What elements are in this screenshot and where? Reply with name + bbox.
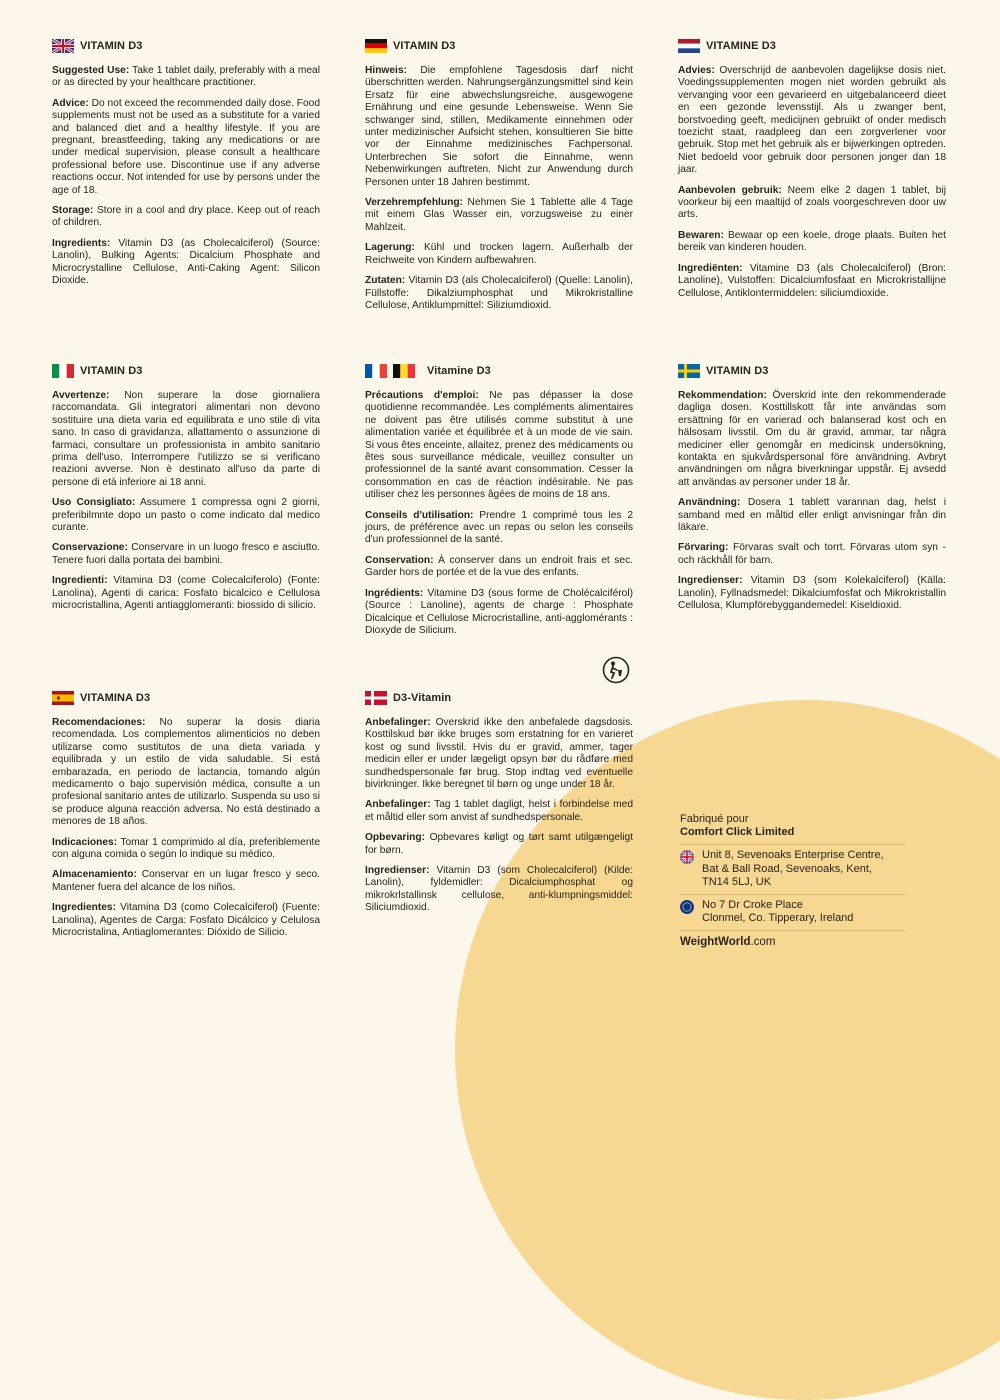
paragraph: Opbevaring: Opbevares køligt og tørt samt utilgængeligt for børn. (365, 832, 633, 856)
paragraph: Conservazione: Conservare in un luogo fresco e asciutto. Tenere fuori dalla portata dei bambini. (52, 542, 320, 566)
paragraph: Advies: Overschrijd de aanbevolen dagelijkse dosis niet. Voedingssupplementen mogen niet worden gebruikt als vervanging voor een gevarieerd en uitgebalanceerd dieet en een gezonde levensstijl. Als u zwanger bent, borstvoeding geeft, medicijnen gebruikt of onder medisch toezicht staat, raadpleeg dan een zorgverlener voor gebruik. Stop met het gebruik als er bijwerkingen optreden. Niet bedoeld voor gebruik door personen jonger dan 18 jaar. (678, 65, 946, 176)
uk-flag-icon (52, 39, 74, 53)
section-english (52, 38, 320, 296)
belgium-flag-icon (393, 364, 415, 378)
paragraph: Suggested Use: Take 1 tablet daily, preferably with a meal or as directed by your healthcare practitioner. (52, 65, 320, 89)
paragraph: Zutaten: Vitamin D3 (als Cholecalciferol) (Quelle: Lanolin), Füllstoffe: Dikalziumphosphat und Mikrokristalline Cellulose, Antiklumpmittel: Siliziumdioxid. (365, 275, 633, 311)
paragraph: Recomendaciones: No superar la dosis diaria recomendada. Los complementos alimenticios no deben utilizarse como sustitutos de una dieta variada y equilibrada y un estilo de vida saludable. Si está embarazada, en periodo de lactancia, tomando algún medicamento o bajo supervisión médica, consulte a un profesional sanitario antes de utilizarlo. Suspenda su uso si se produce alguna reacción adversa. No está destinado a menores de 18 años. (52, 717, 320, 828)
denmark-flag-icon (365, 691, 387, 705)
paragraph: Ingredienser: Vitamin D3 (som Kolekalciferol) (Källa: Lanolin), Fyllnadsmedel: Dikalciumfosfat och Mikrokristallin Cellulosa, Klumpförebyggandemedel: Kiseldioxid. (678, 575, 946, 612)
section-title: VITAMINE D3 (706, 40, 776, 52)
section-french (365, 363, 633, 645)
paragraph: Storage: Store in a cool and dry place. Keep out of reach of children. (52, 205, 320, 229)
germany-flag-icon (365, 39, 387, 53)
uk-flag-icon (680, 850, 694, 864)
section-danish (365, 690, 633, 923)
paragraph: Conseils d'utilisation: Prendre 1 comprimé tous les 2 jours, de préférence avec un repas ou selon les conseils d'un professionnel de la santé. (365, 509, 633, 546)
section-dutch (678, 38, 946, 308)
section-swedish (678, 363, 946, 621)
italy-flag-icon (52, 364, 74, 378)
manufacturer-label: Fabriqué pour (680, 813, 749, 825)
paragraph: Advice: Do not exceed the recommended daily dose. Food supplements must not be used as a substitute for a varied and balanced diet and a healthy lifestyle. If you are pregnant, breastfeeding, taking any medications or are under medical supervision, please consult a healthcare professional before use. Discontinue use if any adverse reactions occur. Not intended for use by persons under the age of 18. (52, 97, 320, 196)
paragraph: Avvertenze: Non superare la dose giornaliera raccomandata. Gli integratori alimentari non devono sostituire una dieta varia ed equilibrata e uno stile di vita sano. In caso di gravidanza, allattamento o assunzione di farmaci, consultare un professionista in ambito sanitario prima dell'uso. Interrompere l'utilizzo se si verificano reazioni avverse. Non è destinato all'uso da parte di persone di età inferiore ai 18 anni. (52, 390, 320, 488)
eu-address-row (680, 894, 905, 930)
section-title: Vitamine D3 (427, 365, 491, 377)
paragraph: Anbefalinger: Overskrid ikke den anbefalede dagsdosis. Kosttilskud bør ikke bruges som erstatning for en varieret kost og sund livsstil. Hvis du er gravid, ammer, tager medicin eller er under lægeligt opsyn bør du rådføre med sundhedspersonale før brug. Stop indtag ved eventuelle bivirkninger. Ikke beregnet til børn og unge under 18 år. (365, 717, 633, 791)
paragraph: Uso Consigliato: Assumere 1 compressa ogni 2 giorni, preferibilmnte dopo un pasto o come indicato dal medico curante. (52, 497, 320, 534)
paragraph: Anbefalinger: Tag 1 tablet dagligt, helst i forbindelse med et måltid eller som anvist af sundhedspersonale. (365, 799, 633, 823)
section-german (365, 38, 633, 320)
uk-address: Unit 8, Sevenoaks Enterprise Centre, Bat & Ball Road, Sevenoaks, Kent, TN14 5LJ, UK (702, 849, 884, 888)
paragraph: Précautions d'emploi: Ne pas dépasser la dose quotidienne recommandée. Les compléments alimentaires ne doivent pas être utilisés comme substitut à une alimentation variée et équilibrée et à un mode de vie sain. Si vous êtes enceinte, allaitez, prenez des médicaments ou êtes sous surveillance médicale, veuillez consulter un professionnel de la santé avant consommation. Cesser la consommation en cas de réaction indésirable. Ne pas utiliser chez les personnes âgées de moins de 18 ans. (365, 390, 634, 501)
section-title: VITAMIN D3 (706, 365, 769, 377)
tidyman-recycle-icon (602, 656, 630, 684)
paragraph: Conservation: À conserver dans un endroit frais et sec. Garder hors de portée et de la vue des enfants. (365, 554, 633, 579)
paragraph: Hinweis: Die empfohlene Tagesdosis darf nicht überschritten werden. Nahrungsergänzungsmittel sind kein Ersatz für eine abwechslungsreiche, ausgewogene Ernährung und eine gesunde Lebensweise. Wenn Sie schwanger sind, stillen, Medikamente einnehmen oder unter medizinischer Aufsicht stehen, konsultieren Sie bitte vor der Einnahme medizinisches Fachpersonal. Unterbrechen Sie sofort die Einnahme, wenn Nebenwirkungen auftreten. Nicht zur Anwendung durch Personen unter 18 Jahren bestimmt. (365, 65, 633, 188)
paragraph: Aanbevolen gebruik: Neem elke 2 dagen 1 tablet, bij voorkeur bij een maaltijd of zoals voorgeschreven door uw arts. (678, 184, 946, 221)
section-spanish (52, 690, 320, 948)
paragraph: Bewaren: Bewaar op een koele, droge plaats. Buiten het bereik van kinderen houden. (678, 229, 946, 254)
netherlands-flag-icon (678, 39, 700, 53)
section-title: VITAMIN D3 (393, 40, 456, 52)
paragraph: Ingredienti: Vitamina D3 (come Colecalciferolo) (Fonte: Lanolina), Agenti di carica: Fosfato bicalcico e Cellulosa microcristallina, Agenti antiagglomeranti: biossido di silicio. (52, 575, 320, 612)
manufacturer-block (680, 813, 905, 948)
paragraph: Almacenamiento: Conservar en un lugar fresco y seco. Mantener fuera del alcance de los niños. (52, 869, 320, 893)
section-italian (52, 363, 320, 621)
paragraph: Rekommendation: Överskrid inte den rekommenderade dagliga dosen. Kosttillskott får inte användas som ersättning för en varierad och balanserad kost och en hälsosam livsstil. Om du är gravid, ammar, tar några mediciner eller genomgår en medicinsk undersökning, kontakta en sjukvårdspersonal före användning. Avbryt användningen om några biverkningar uppstår. Ej avsedd att användas av personer under 18 år. (678, 390, 946, 488)
eu-flag-icon (680, 900, 694, 914)
france-flag-icon (365, 364, 387, 378)
paragraph: Lagerung: Kühl und trocken lagern. Außerhalb der Reichweite von Kindern aufbewahren. (365, 242, 633, 266)
sweden-flag-icon (678, 364, 700, 378)
paragraph: Användning: Dosera 1 tablett varannan dag, helst i samband med en måltid eller enligt anvisningar från din läkare. (678, 497, 946, 534)
manufacturer-company: Comfort Click Limited (680, 826, 795, 838)
spain-flag-icon (52, 691, 74, 705)
section-title: VITAMINA D3 (80, 692, 151, 704)
paragraph: Ingredients: Vitamin D3 (as Cholecalciferol) (Source: Lanolin), Bulking Agents: Dicalcium Phosphate and Microcrystalline Cellulose, Anti-Caking Agent: Silicon Dioxide. (52, 237, 320, 287)
paragraph: Ingredientes: Vitamina D3 (como Colecalciferol) (Fuente: Lanolina), Agentes de Carga: Fosfato Dicálcico y Celulosa Microcristalina, Antiaglomerantes: Dióxido de Silicio. (52, 902, 320, 939)
section-title: VITAMIN D3 (80, 365, 143, 377)
paragraph: Indicaciones: Tomar 1 comprimido al día, preferiblemente con alguna comida o según lo indique su médico. (52, 836, 320, 861)
section-title: VITAMIN D3 (80, 40, 143, 52)
paragraph: Förvaring: Förvaras svalt och torrt. Förvaras utom syn - och räckhåll för barn. (678, 542, 946, 566)
paragraph: Ingredienser: Vitamin D3 (som Cholecalciferol) (Kilde: Lanolin), fyldemidler: Dicalciumphosphat og mikrokrlstallinsk cellulose, anti-klumpningsmiddel: Siliciumdioxid. (365, 865, 633, 914)
eu-address: No 7 Dr Croke Place Clonmel, Co. Tipperary, Ireland (702, 898, 854, 924)
uk-address-row (680, 844, 905, 894)
paragraph: Verzehrempfehlung: Nehmen Sie 1 Tablette alle 4 Tage mit einem Glas Wasser ein, vorzugsweise zu einer Mahlzeit. (365, 197, 633, 233)
paragraph: Ingrediënten: Vitamine D3 (als Cholecalciferol) (Bron: Lanoline), Vulstoffen: Dicalciumfosfaat en Microkristallijne Cellulose, Antiklontermiddelen: siliciumdioxide. (678, 262, 946, 299)
paragraph: Ingrédients: Vitamine D3 (sous forme de Cholécalciférol) (Source : Lanoline), agents de charge : Phosphate Dicalcique et Cellulose Microcristalline, anti-agglomérants : Dioxyde de Silicium. (365, 587, 633, 636)
section-title: D3-Vitamin (393, 692, 452, 704)
website-link[interactable]: WeightWorld.com (680, 930, 905, 948)
